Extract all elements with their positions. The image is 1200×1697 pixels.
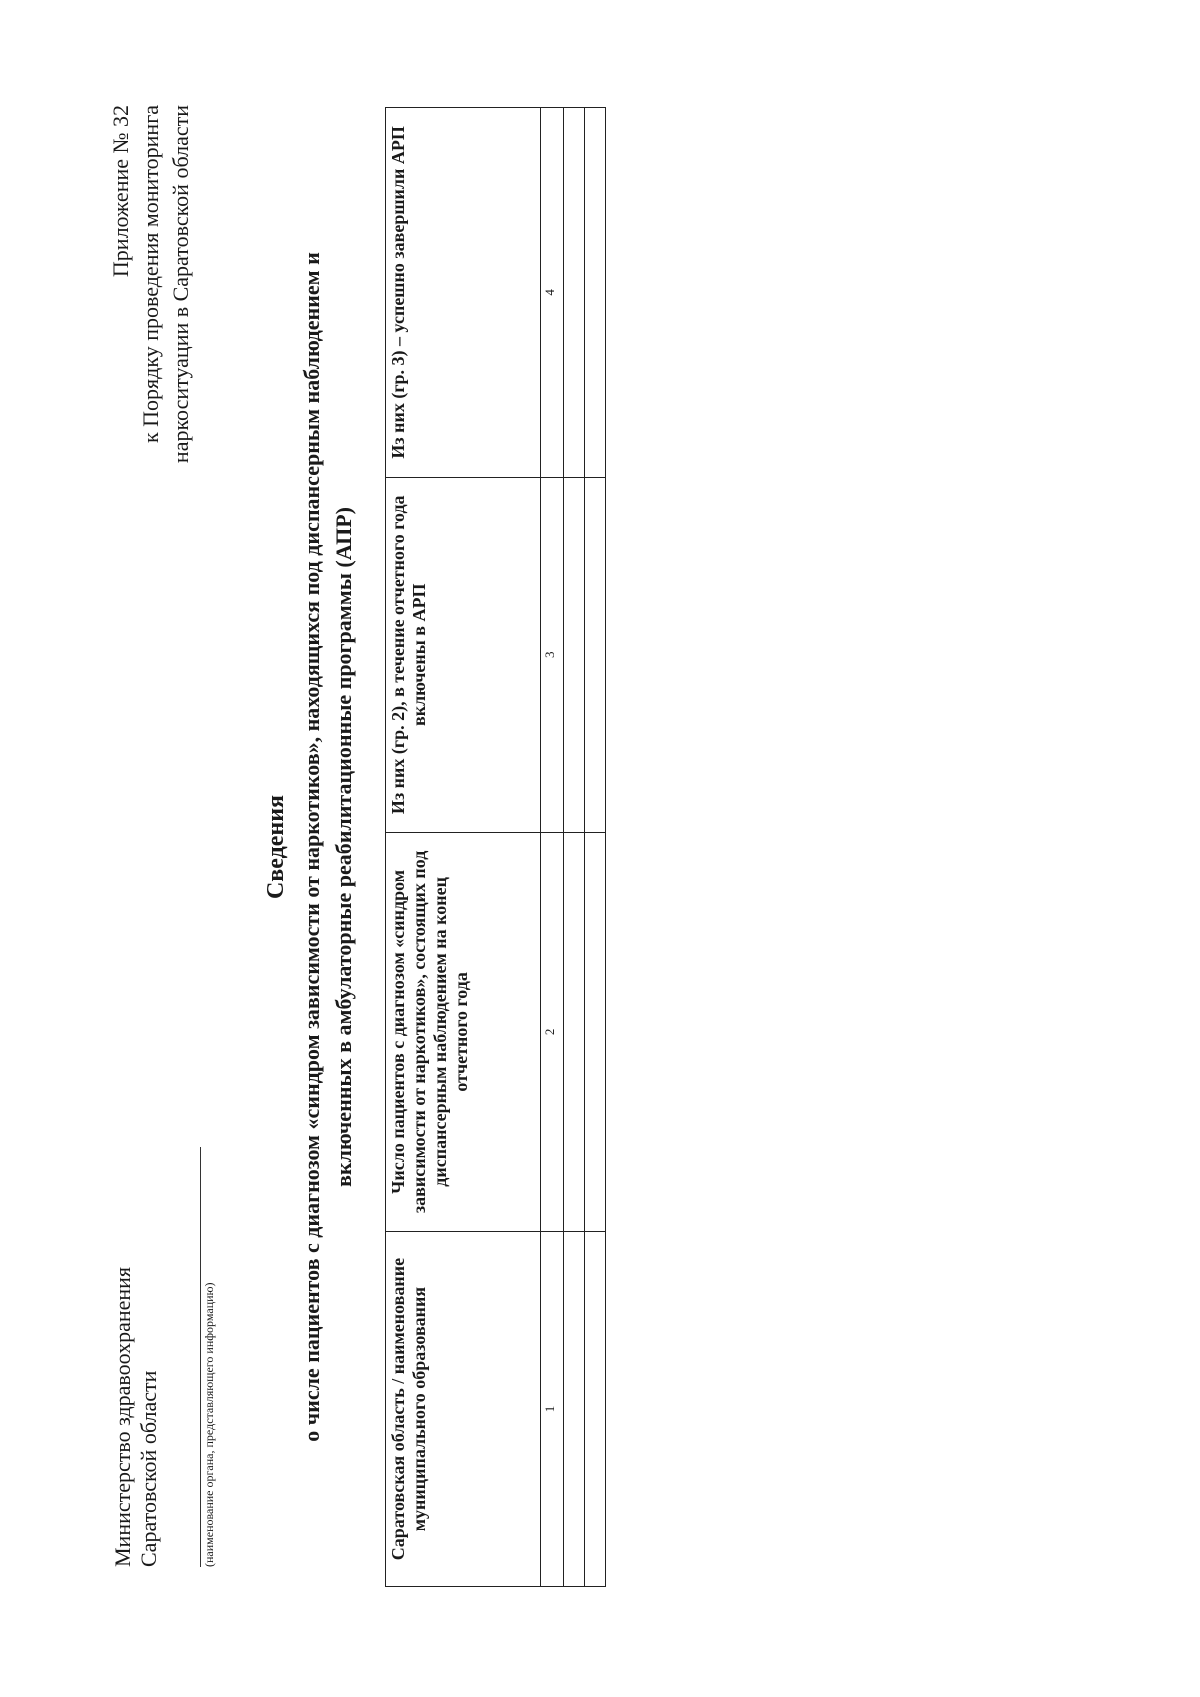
appendix-order-line: к Порядку проведения мониторинга — [138, 105, 163, 444]
column-number: 1 — [541, 1232, 564, 1587]
table-cell — [585, 108, 606, 478]
column-number: 3 — [541, 477, 564, 832]
table-cell — [564, 832, 585, 1231]
organization-caption: (наименование органа, представляющего информацию) — [202, 1282, 216, 1567]
document-title: Сведения — [263, 794, 289, 900]
table-row — [585, 108, 606, 1587]
table-cell — [585, 832, 606, 1231]
table-cell — [585, 1232, 606, 1587]
title-block — [260, 117, 360, 1577]
organization-name-line-2: Саратовской области — [136, 1370, 161, 1567]
column-header-completed-apr: Из них (гр. 3) – успешно завершили АРП — [386, 108, 541, 478]
table-row — [564, 108, 585, 1587]
report-table — [385, 107, 606, 1587]
column-header-patients-count: Число пациентов с диагнозом «синдром зависимости от наркотиков», состоящих под диспансерным наблюдением на конец отчетного года — [386, 832, 541, 1231]
document-subtitle: о числе пациентов с диагнозом «синдром зависимости от наркотиков», находящихся под диспансерным наблюдением и включенных в амбулаторные реабилитационные программы (АПР) — [299, 252, 356, 1442]
table-cell — [564, 1232, 585, 1587]
column-number: 2 — [541, 832, 564, 1231]
column-header-included-apr: Из них (гр. 2), в течение отчетного года включены в АРП — [386, 477, 541, 832]
appendix-region-line: наркоситуации в Саратовской области — [168, 105, 193, 464]
column-number-row — [541, 108, 564, 1587]
appendix-reference — [106, 105, 196, 665]
table-cell — [585, 477, 606, 832]
organization-name-line-1: Министерство здравоохранения — [110, 1266, 135, 1567]
table-cell — [564, 108, 585, 478]
appendix-number: Приложение № 32 — [108, 105, 133, 278]
table-header-row — [386, 108, 541, 1587]
organization-underline — [200, 1147, 201, 1567]
column-number: 4 — [541, 108, 564, 478]
organization-block — [110, 1147, 162, 1567]
column-header-municipality: Саратовская область / наименование муниципального образования — [386, 1232, 541, 1587]
table-cell — [564, 477, 585, 832]
